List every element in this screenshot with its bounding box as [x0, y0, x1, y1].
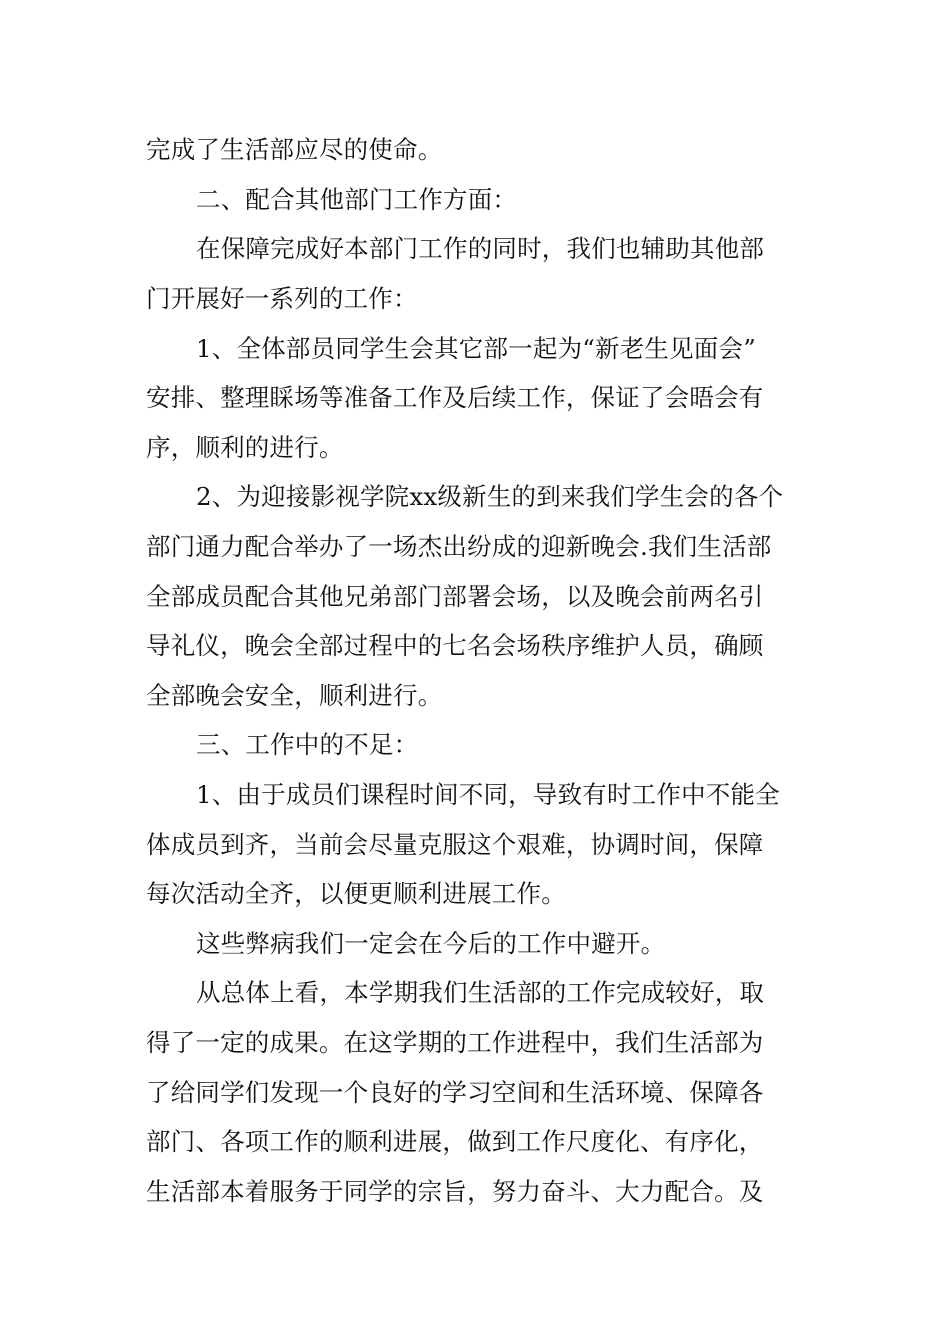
section-heading: 二、配合其他部门工作方面：: [196, 185, 518, 214]
text-line: 部门通力配合举办了一场杰出纷成的迎新晚会.我们生活部: [146, 532, 772, 561]
text-line: 全部成员配合其他兄弟部门部署会场，以及晚会前两名引: [146, 582, 764, 611]
text-line: 完成了生活部应尽的使命。: [146, 135, 443, 164]
text-line: 在保障完成好本部门工作的同时，我们也辅助其他部: [196, 234, 765, 263]
text-line: 部门、各项工作的顺利进展，做到工作尺度化、有序化，: [146, 1127, 764, 1156]
text-line: 这些弊病我们一定会在今后的工作中避开。: [196, 929, 666, 958]
text-line: 门开展好一系列的工作：: [146, 284, 418, 313]
text-line: 2、为迎接影视学院xx级新生的到来我们学生会的各个: [196, 482, 784, 511]
text-line: 安排、整理睬场等准备工作及后续工作，保证了会晤会有: [146, 383, 764, 412]
text-line: 导礼仪，晚会全部过程中的七名会场秩序维护人员，确顾: [146, 631, 764, 660]
text-line: 1、全体部员同学生会其它部一起为“新老生见面会”: [196, 334, 756, 363]
text-line: 从总体上看，本学期我们生活部的工作完成较好，取: [196, 978, 765, 1007]
text-line: 了给同学们发现一个良好的学习空间和生活环境、保障各: [146, 1078, 764, 1107]
text-line: 每次活动全齐，以便更顺利进展工作。: [146, 879, 566, 908]
text-line: 全部晚会安全，顺利进行。: [146, 681, 443, 710]
text-line: 序，顺利的进行。: [146, 433, 344, 462]
text-line: 得了一定的成果。在这学期的工作进程中，我们生活部为: [146, 1028, 764, 1057]
text-line: 体成员到齐，当前会尽量克服这个艰难，协调时间，保障: [146, 830, 764, 859]
text-line: 生活部本着服务于同学的宗旨，努力奋斗、大力配合。及: [146, 1177, 764, 1206]
text-line: 1、由于成员们课程时间不同，导致有时工作中不能全: [196, 780, 780, 809]
section-heading: 三、工作中的不足：: [196, 730, 419, 759]
